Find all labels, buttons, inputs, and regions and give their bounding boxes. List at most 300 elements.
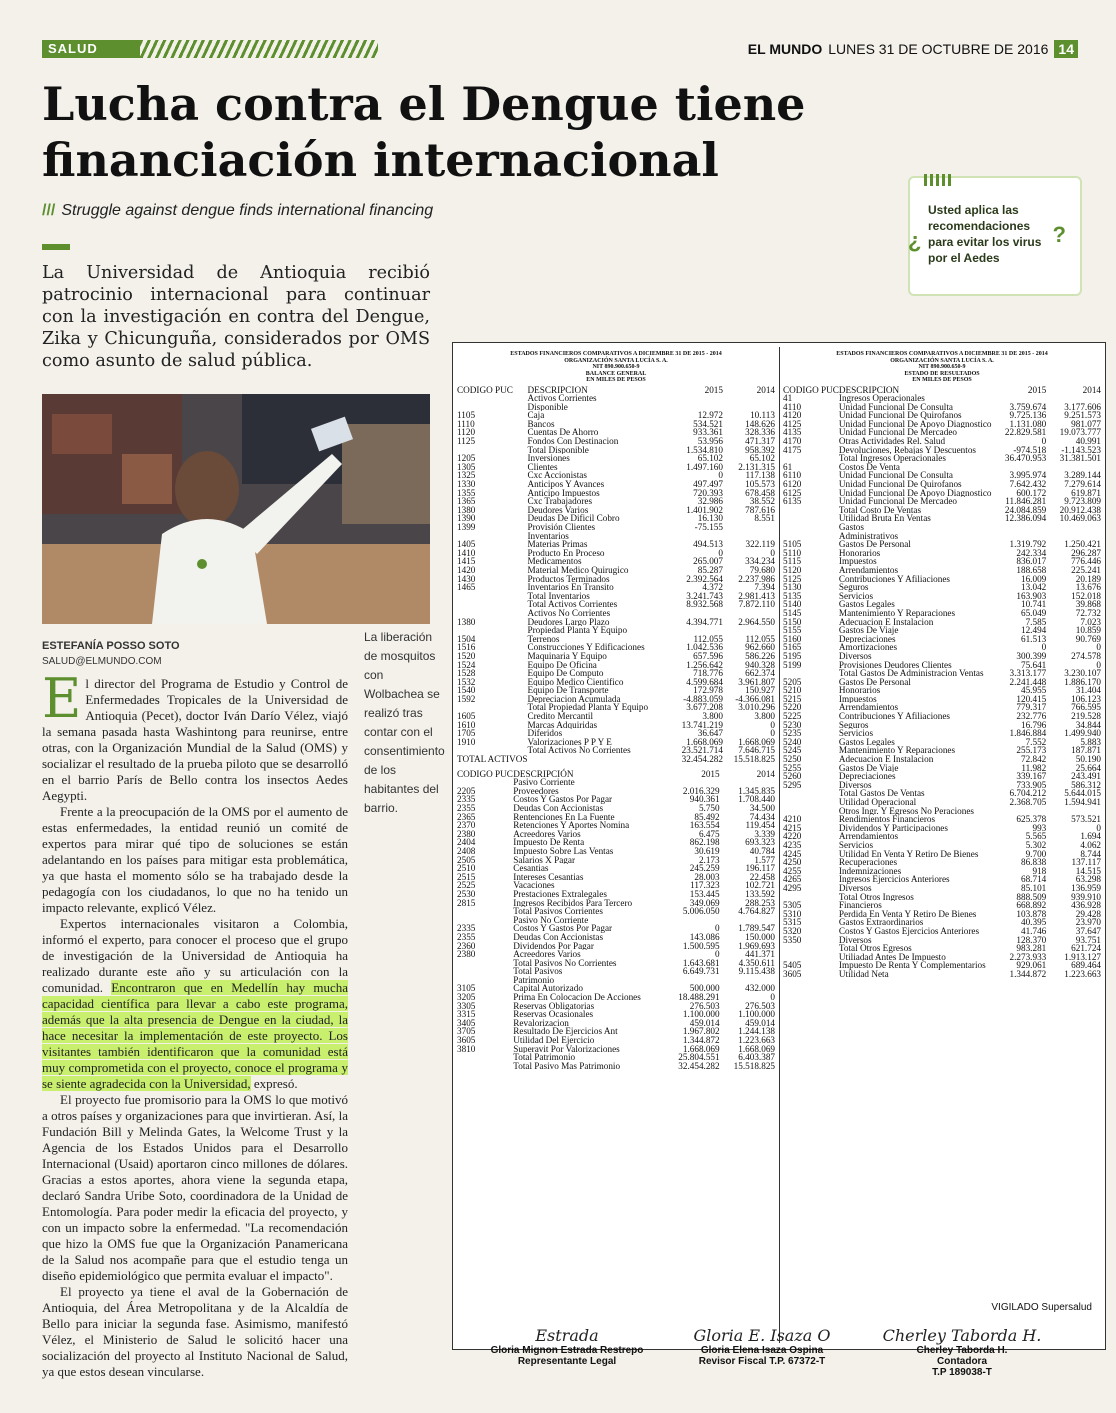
- table-cell: Indemnizaciones: [838, 866, 902, 876]
- table-row: [457, 497, 775, 506]
- table-row: [783, 384, 1101, 395]
- table-cell: Dividendos Por Pagar: [513, 941, 594, 951]
- table-cell: 1.846.884: [1009, 728, 1047, 739]
- table-cell: Pasivo No Corriente: [513, 915, 589, 925]
- table-cell: 918: [1032, 865, 1047, 876]
- signature-scribble-1: Estrada: [535, 1326, 599, 1345]
- table-row: [457, 768, 775, 779]
- table-row: [783, 944, 1101, 953]
- table-cell: 1410: [457, 547, 476, 558]
- table-cell: CODIGO PUC: [457, 768, 513, 779]
- table-cell: 4125: [783, 418, 802, 429]
- table-row: [457, 403, 775, 412]
- table-row: [783, 901, 1101, 910]
- table-cell: Contribuciones Y Afiliaciones: [838, 712, 950, 721]
- table-row: [783, 489, 1101, 498]
- table-row: [783, 970, 1101, 979]
- table-cell: 1355: [457, 487, 476, 498]
- table-cell: 1.913.127: [1064, 951, 1101, 962]
- table-cell: 4.394.771: [686, 616, 723, 627]
- table-cell: 981.077: [1071, 418, 1101, 429]
- table-cell: Amortizaciones: [838, 643, 898, 652]
- table-cell: Ingresos Operacionales: [838, 394, 925, 403]
- signature-scribble-3: Cherley Taborda H.: [882, 1326, 1042, 1345]
- table-cell: [664, 916, 719, 925]
- table-cell: 15.518.825: [733, 1060, 775, 1071]
- table-cell: 1120: [457, 427, 476, 438]
- table-cell: Otras Actividades Rel. Salud: [838, 437, 946, 446]
- table-cell: 619.871: [1071, 487, 1101, 498]
- table-cell: 7.552: [1025, 736, 1047, 747]
- table-cell: 0: [770, 719, 775, 730]
- table-cell: 172.978: [693, 685, 723, 696]
- table-cell: 5115: [783, 556, 802, 567]
- table-row: [783, 635, 1101, 644]
- table-cell: Equipo De Oficina: [527, 660, 597, 670]
- table-cell: 6135: [783, 496, 802, 507]
- table-row: [457, 575, 775, 584]
- table-cell: 5199: [783, 659, 802, 670]
- table-cell: 143.086: [689, 931, 720, 942]
- balance-header: [457, 351, 775, 384]
- paragraph-2: Frente a la preocupación de la OMS por el aumento de estas enfermedades, la entidad reunió un comité de expertos para mirar qué tipo de soluciones se están adelantando en los países para mitigar esta problemática, ya que hasta el momento sólo se ha trabajado desde la pedagogía con los ciudadanos, lo que no ha tenido un impacto relevante, explicó Vélez.: [42, 804, 348, 915]
- table-cell: Salarios X Pagar: [513, 855, 576, 865]
- table-cell: Total Inventarios: [527, 591, 590, 601]
- table-row: [457, 712, 775, 721]
- table-cell: Dividendos Y Participaciones: [838, 823, 948, 833]
- table-cell: Materias Primas: [527, 540, 588, 549]
- table-cell: 1605: [457, 711, 476, 722]
- table-cell: 534.521: [693, 418, 723, 429]
- table-cell: Utiliadad Antes De Impuesto: [838, 952, 946, 962]
- table-row: [783, 936, 1101, 945]
- table-cell: Servicios: [838, 729, 874, 738]
- table-cell: 7.279.614: [1064, 479, 1101, 490]
- table-cell: 4220: [783, 831, 802, 842]
- table-row: [783, 772, 1101, 781]
- table-cell: Revalorizacion: [513, 1018, 569, 1028]
- table-cell: 31.381.501: [1059, 453, 1101, 464]
- table-cell: 1.708.440: [738, 794, 775, 805]
- table-cell: Cxc Accionistas: [527, 471, 587, 481]
- table-cell: 10.469.063: [1059, 513, 1101, 524]
- byline-email: SALUD@ELMUNDO.COM: [42, 656, 162, 667]
- table-row: [783, 661, 1101, 670]
- section-label: SALUD: [42, 40, 140, 58]
- table-cell: 0: [770, 728, 775, 739]
- table-row: [783, 592, 1101, 601]
- table-cell: 733.905: [1016, 779, 1047, 790]
- table-cell: Arrendamientos: [838, 703, 899, 713]
- table-cell: 2815: [457, 897, 476, 908]
- table-cell: 4215: [783, 822, 802, 833]
- table-row: [783, 893, 1101, 902]
- signer-name-3: Cherley Taborda H.: [916, 1345, 1008, 1356]
- table-cell: [457, 1053, 513, 1062]
- table-cell: 3.010.296: [738, 702, 775, 713]
- table-row: [457, 549, 775, 558]
- table-cell: Productos Terminados: [527, 574, 610, 584]
- table-cell: 2355: [457, 931, 476, 942]
- table-row: [457, 1019, 775, 1028]
- table-row: [457, 890, 775, 899]
- signer-role-1: Representante Legal: [517, 1356, 617, 1367]
- table-cell: 689.464: [1071, 960, 1101, 971]
- table-row: [783, 549, 1101, 558]
- table-cell: Capital Autorizado: [513, 984, 583, 994]
- table-cell: 0: [770, 992, 775, 1003]
- table-cell: 668.892: [1016, 900, 1047, 911]
- table-cell: 72.842: [1020, 754, 1047, 765]
- table-cell: 766.595: [1071, 702, 1101, 713]
- lead-paragraph: La Universidad de Antioquia recibió patrocinio internacional para continuar con la investigación en contra del Dengue, Zika y Chicunguña, considerados por OMS como asunto de salud pública.: [42, 263, 430, 371]
- table-cell: 12.386.094: [1004, 513, 1047, 524]
- table-cell: Deudores Varios: [527, 505, 589, 515]
- newspaper-name: EL MUNDO: [747, 41, 823, 57]
- signer-role-2: Revisor Fiscal T.P. 67372-T: [698, 1356, 826, 1367]
- table-cell: 72.732: [1075, 607, 1101, 618]
- table-cell: [723, 394, 775, 403]
- table-cell: 8.744: [1080, 848, 1101, 859]
- table-row: [457, 446, 775, 455]
- table-cell: 119.454: [745, 820, 775, 831]
- table-cell: 662.374: [745, 668, 775, 679]
- table-cell: 929.061: [1016, 960, 1047, 971]
- table-cell: Total Propiedad Planta Y Equipo: [527, 703, 649, 713]
- statement-header-line: BALANCE GENERAL: [585, 370, 647, 377]
- table-row: [457, 480, 775, 489]
- assets-table: [457, 384, 775, 764]
- table-cell: Bancos: [527, 419, 555, 429]
- table-cell: 5.750: [698, 803, 720, 813]
- dropcap: E: [42, 667, 82, 730]
- table-cell: 779.317: [1016, 702, 1047, 713]
- table-cell: Total Ingresos Operacionales: [838, 454, 946, 463]
- statement-header-line: ORGANIZACIÓN SANTA LUCÍA S. A.: [890, 357, 994, 364]
- table-cell: 3.177.606: [1064, 401, 1101, 412]
- table-cell: 85.492: [694, 811, 720, 822]
- table-cell: 0: [1096, 642, 1101, 653]
- table-cell: 75.641: [1020, 659, 1047, 670]
- table-row: [457, 916, 775, 925]
- table-cell: 63.298: [1075, 874, 1101, 885]
- table-row: [457, 821, 775, 830]
- table-cell: 3.800: [702, 711, 723, 722]
- table-cell: 1520: [457, 650, 476, 661]
- table-cell: 5155: [783, 625, 802, 636]
- table-cell: Costos Y Gastos Ejercicios Anteriores: [838, 926, 980, 936]
- table-cell: 349.069: [689, 897, 720, 908]
- table-cell: 2404: [457, 837, 476, 848]
- table-cell: 958.392: [745, 444, 775, 455]
- table-cell: [457, 1062, 513, 1071]
- table-row: [783, 600, 1101, 609]
- table-cell: [457, 967, 513, 976]
- table-cell: 2380: [457, 949, 476, 960]
- table-cell: 1.223.663: [738, 1035, 775, 1046]
- subtitle-slashes: ///: [42, 202, 56, 219]
- table-cell: [992, 523, 1047, 532]
- table-row: [457, 755, 775, 764]
- table-cell: 1.401.902: [686, 504, 723, 515]
- table-cell: -4.883.059: [683, 693, 723, 704]
- table-row: [783, 875, 1101, 884]
- question-close-icon: ?: [1052, 222, 1066, 247]
- table-cell: Diversos: [838, 935, 872, 945]
- table-cell: 4210: [783, 814, 802, 825]
- table-cell: 68.714: [1020, 874, 1047, 885]
- table-cell: 787.616: [745, 504, 775, 515]
- table-cell: Impuestos: [838, 557, 877, 566]
- table-cell: Financieros: [838, 901, 882, 910]
- signature-area: [452, 1302, 1104, 1410]
- table-cell: 40.991: [1075, 436, 1101, 447]
- table-row: [457, 907, 775, 916]
- green-accent-bar: [42, 244, 70, 250]
- table-cell: Patrimonio: [513, 975, 555, 985]
- table-cell: 1.345.835: [738, 785, 775, 796]
- table-cell: 16.130: [697, 513, 723, 524]
- byline-author: ESTEFANÍA POSSO SOTO: [42, 640, 180, 652]
- table-cell: 5.644.015: [1064, 788, 1101, 799]
- table-cell: 102.721: [745, 880, 775, 891]
- table-cell: 7.394: [754, 582, 775, 593]
- table-cell: 5310: [783, 908, 802, 919]
- table-cell: 103.878: [1016, 908, 1047, 919]
- table-cell: Adecuacion E Instalacion: [838, 617, 934, 627]
- table-cell: Depreciacion Acumulada: [527, 694, 621, 704]
- table-cell: Deudas Con Accionistas: [513, 804, 604, 813]
- table-row: [457, 721, 775, 730]
- table-cell: Total Activos No Corrientes: [527, 746, 631, 756]
- table-row: [783, 480, 1101, 489]
- table-row: [457, 618, 775, 627]
- table-cell: 1610: [457, 719, 476, 730]
- table-cell: Total Otros Egresos: [838, 944, 912, 953]
- table-row: [457, 532, 775, 541]
- table-cell: 196.117: [745, 863, 775, 874]
- table-cell: 152.018: [1071, 590, 1101, 601]
- table-cell: 1380: [457, 504, 476, 515]
- table-row: [457, 856, 775, 865]
- table-cell: Caja: [527, 411, 545, 420]
- table-row: [783, 703, 1101, 712]
- table-cell: 1365: [457, 496, 476, 507]
- publication-date: LUNES 31 DE OCTUBRE DE 2016: [828, 41, 1049, 57]
- table-cell: -4.366.081: [735, 693, 775, 704]
- table-cell: 836.017: [1016, 556, 1047, 567]
- table-cell: Total Disponible: [527, 445, 589, 455]
- table-cell: [457, 907, 513, 916]
- table-cell: Unidad Funcional De Quirofanos: [838, 480, 962, 489]
- table-cell: 2014: [756, 768, 775, 779]
- table-cell: 300.399: [1016, 650, 1047, 661]
- table-cell: CODIGO PUC: [783, 384, 839, 395]
- table-cell: Ingresos Recibidos Para Tercero: [513, 898, 633, 908]
- table-cell: 9.723.809: [1064, 496, 1101, 507]
- table-cell: Gastos De Personal: [838, 677, 911, 687]
- table-row: [783, 420, 1101, 429]
- table-cell: 573.521: [1071, 814, 1101, 825]
- table-cell: 983.281: [1016, 943, 1047, 954]
- table-cell: 1430: [457, 573, 476, 584]
- table-cell: 5240: [783, 736, 802, 747]
- table-cell: 93.751: [1075, 934, 1101, 945]
- table-row: [783, 626, 1101, 635]
- table-cell: Total Pasivos No Corrientes: [513, 958, 617, 968]
- table-row: [457, 384, 775, 395]
- table-row: [457, 813, 775, 822]
- table-cell: Fondos Con Destinacion: [527, 437, 619, 446]
- table-cell: Provisiones Deudores Clientes: [838, 660, 952, 670]
- table-cell: 4135: [783, 427, 802, 438]
- signature-legal-rep: [472, 1326, 662, 1367]
- page-number: 14: [1054, 40, 1078, 58]
- table-row: [457, 1045, 775, 1054]
- table-cell: 3.289.144: [1064, 470, 1101, 481]
- table-row: [457, 838, 775, 847]
- table-row: [783, 867, 1101, 876]
- table-cell: Producto En Proceso: [527, 548, 605, 558]
- table-cell: 28.003: [694, 871, 720, 882]
- table-cell: 133.592: [745, 888, 775, 899]
- table-cell: [783, 798, 839, 807]
- signer-name-2: Gloria Elena Isaza Ospina: [700, 1345, 824, 1356]
- table-cell: 9.725.136: [1009, 410, 1047, 421]
- table-row: [783, 497, 1101, 506]
- table-cell: CODIGO PUC: [457, 384, 513, 395]
- table-cell: Utilidad Bruta En Ventas: [838, 514, 931, 523]
- table-cell: 328.336: [745, 427, 775, 438]
- table-cell: 5125: [783, 573, 802, 584]
- table-cell: Servicios: [838, 591, 874, 601]
- table-cell: 334.234: [745, 556, 775, 567]
- table-cell: 6.475: [698, 828, 720, 839]
- table-cell: 136.959: [1071, 882, 1101, 893]
- table-cell: 16.009: [1020, 573, 1047, 584]
- table-row: [783, 918, 1101, 927]
- table-row: [457, 635, 775, 644]
- table-cell: 0: [770, 547, 775, 558]
- statement-header-line: EN MILES DE PESOS: [586, 377, 646, 383]
- table-cell: 4295: [783, 882, 802, 893]
- table-cell: 2.981.413: [738, 590, 775, 601]
- table-cell: 22.829.581: [1004, 427, 1047, 438]
- table-cell: 3605: [457, 1035, 476, 1046]
- table-cell: Contribuciones Y Afiliaciones: [838, 574, 950, 584]
- table-cell: 5.883: [1080, 736, 1101, 747]
- table-cell: 1415: [457, 556, 476, 567]
- table-cell: 112.055: [745, 633, 775, 644]
- table-cell: Recuperaciones: [838, 858, 898, 867]
- table-cell: 962.660: [745, 642, 775, 653]
- table-row: [457, 437, 775, 446]
- table-cell: Impuesto De Renta Y Complementarios: [838, 961, 986, 970]
- table-cell: 432.000: [745, 983, 775, 994]
- question-open-icon: ¿: [908, 228, 922, 253]
- table-row: [457, 933, 775, 942]
- table-cell: 0: [718, 547, 723, 558]
- table-cell: Inventarios: [527, 531, 569, 541]
- table-cell: Activos Corrientes: [527, 394, 597, 403]
- table-row: [783, 764, 1101, 773]
- tip-box-text: Usted aplica las recomendaciones para evitar los virus por el Aedes: [928, 203, 1042, 265]
- table-cell: 39.868: [1075, 599, 1101, 610]
- table-cell: 1420: [457, 564, 476, 575]
- table-cell: 0: [715, 923, 720, 934]
- table-cell: Honorarios: [838, 548, 881, 558]
- table-cell: Depreciaciones: [838, 634, 896, 644]
- table-cell: Total Patrimonio: [513, 1053, 576, 1062]
- table-cell: 2.173: [698, 854, 720, 865]
- table-cell: Impuesto Sobre Las Ventas: [513, 846, 614, 856]
- table-cell: 2.392.564: [686, 573, 723, 584]
- table-cell: Gastos De Viaje: [838, 763, 899, 773]
- table-cell: 2510: [457, 863, 476, 874]
- table-row: [783, 729, 1101, 738]
- table-cell: Equipo De Transporte: [527, 686, 609, 695]
- table-cell: Utilidad Del Ejercicio: [513, 1036, 595, 1045]
- table-cell: 5165: [783, 642, 802, 653]
- table-cell: Total Otros Ingresos: [838, 892, 914, 902]
- table-cell: 1524: [457, 659, 476, 670]
- table-cell: Unidad Funcional De Apoyo Diagnostico: [838, 488, 992, 498]
- table-cell: 85.101: [1020, 882, 1047, 893]
- table-cell: 11.846.281: [1005, 496, 1047, 507]
- table-cell: 5110: [783, 547, 802, 558]
- table-cell: 219.528: [1071, 711, 1101, 722]
- table-cell: Cesantias: [513, 864, 549, 873]
- table-cell: 10.113: [750, 410, 775, 421]
- table-cell: 1.499.940: [1064, 728, 1101, 739]
- table-cell: 13.042: [1020, 582, 1047, 593]
- table-cell: 120.415: [1016, 693, 1047, 704]
- table-row: [783, 583, 1101, 592]
- table-cell: DESCRIPCIÓN: [513, 768, 574, 779]
- table-cell: Diferidos: [527, 729, 563, 738]
- table-cell: 1.100.000: [738, 1009, 775, 1020]
- table-cell: Unidad Funcional De Quirofanos: [838, 411, 962, 420]
- table-cell: 459.014: [689, 1017, 720, 1028]
- table-cell: 3205: [457, 992, 476, 1003]
- table-row: [457, 950, 775, 959]
- table-cell: 3.339: [754, 828, 775, 839]
- table-row: [457, 489, 775, 498]
- table-cell: 128.370: [1016, 934, 1047, 945]
- table-cell: 148.626: [745, 418, 775, 429]
- statement-header-line: ESTADO DE RESULTADOS: [904, 370, 980, 377]
- statement-header-line: EN MILES DE PESOS: [912, 377, 972, 383]
- table-cell: Provisión Clientes: [527, 523, 596, 532]
- table-cell: 1516: [457, 642, 476, 653]
- paragraph-5: El proyecto ya tiene el aval de la Gobernación de Antioquia, del Área Metropolitana y de la Alcaldía de Bello para iniciar la segunda fase. Asimismo, manifestó Vélez, el Ministerio de Salud le solicitó hacer una socialización del proyecto al Instituto Nacional de Salud, ya que estos desean vincularse.: [42, 1284, 348, 1379]
- table-cell: 31.404: [1075, 685, 1101, 696]
- table-cell: 5.302: [1025, 839, 1047, 850]
- table-row: [457, 661, 775, 670]
- table-row: [457, 454, 775, 463]
- table-cell: 41: [783, 393, 793, 404]
- table-cell: 225.241: [1071, 564, 1101, 575]
- table-cell: 4235: [783, 839, 802, 850]
- table-cell: 18.488.291: [678, 992, 720, 1003]
- table-row: [457, 669, 775, 678]
- signer-name-1: Gloria Mignon Estrada Restrepo: [490, 1345, 644, 1356]
- table-row: [457, 678, 775, 687]
- table-cell: 3315: [457, 1009, 476, 1020]
- table-row: [783, 798, 1101, 807]
- table-cell: 5205: [783, 676, 802, 687]
- table-row: [783, 506, 1101, 515]
